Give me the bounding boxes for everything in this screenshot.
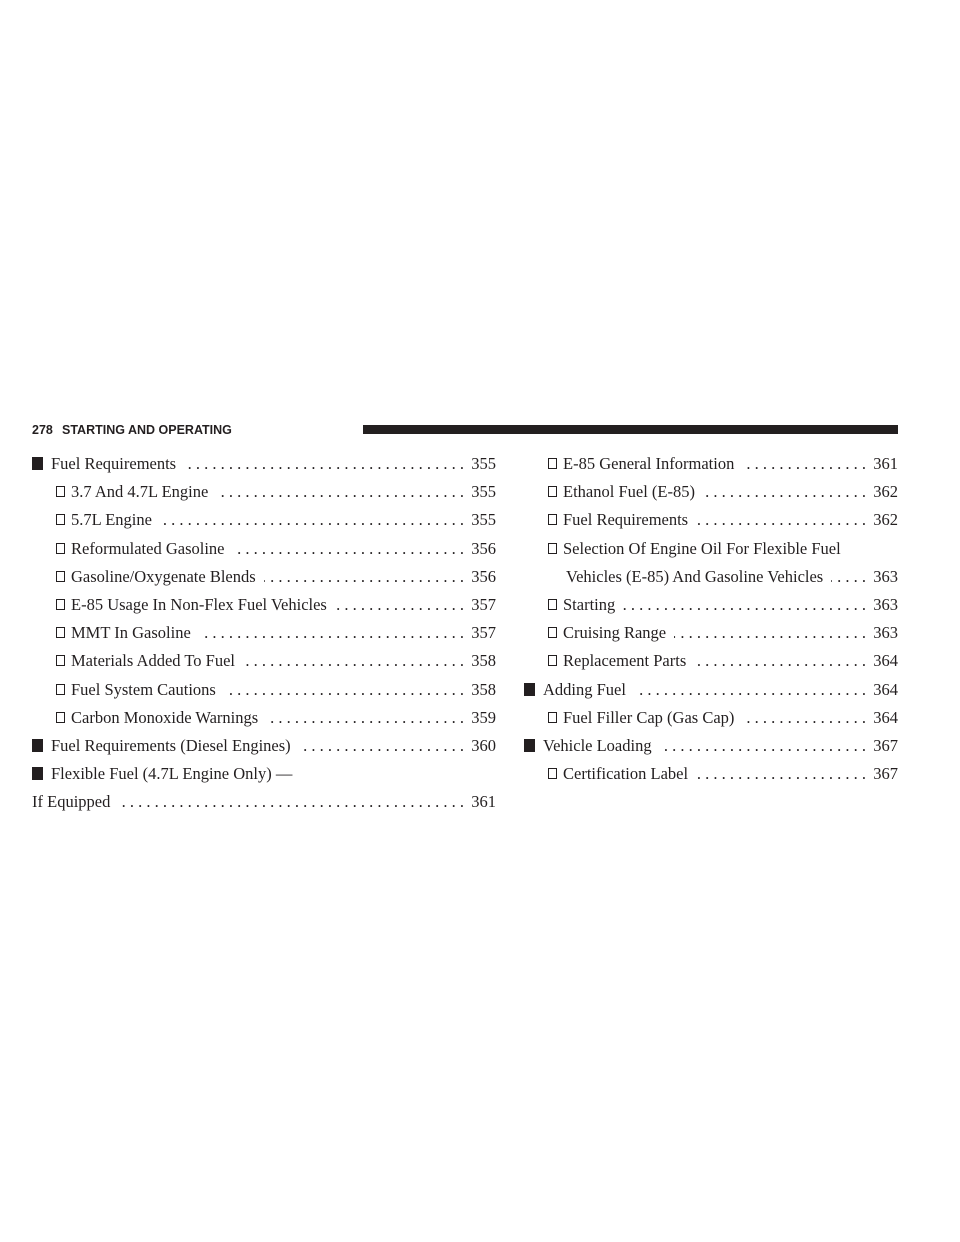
filled-square-bullet-icon (524, 683, 535, 696)
dot-leader (233, 535, 465, 563)
filled-square-bullet-icon (32, 767, 43, 780)
hollow-square-bullet-icon (548, 514, 557, 525)
dot-leader (118, 788, 464, 816)
dot-leader (224, 676, 464, 704)
toc-page-number: 356 (471, 538, 496, 558)
dot-leader (674, 619, 866, 647)
toc-subsection-entry[interactable] (32, 676, 496, 704)
toc-entry-label: Fuel Requirements (Diesel Engines) (51, 735, 291, 755)
dot-leader (335, 591, 464, 619)
toc-entry-label: E-85 General Information (563, 454, 735, 473)
toc-page-number: 364 (873, 679, 898, 699)
toc-subsection-entry[interactable] (32, 704, 496, 732)
toc-page-number: 362 (873, 482, 898, 502)
toc-page-number: 357 (471, 594, 496, 614)
dot-leader (634, 676, 866, 704)
toc-entry-label: Replacement Parts (563, 651, 687, 671)
toc-section-entry[interactable] (32, 732, 496, 760)
toc-subsection-entry[interactable] (32, 535, 496, 563)
hollow-square-bullet-icon (56, 599, 65, 610)
toc-right-column (524, 450, 898, 788)
toc-entry-label: Fuel Filler Cap (Gas Cap) (563, 707, 735, 727)
toc-page-number: 355 (471, 454, 496, 473)
toc-entry-label: Vehicles (E-85) And Gasoline Vehicles (566, 566, 824, 586)
dot-leader (243, 647, 464, 675)
toc-entry-label: MMT In Gasoline (71, 623, 191, 643)
toc-page-number: 357 (471, 623, 496, 643)
toc-section-entry[interactable] (32, 450, 496, 478)
dot-leader (696, 506, 866, 534)
toc-section-entry[interactable] (524, 732, 898, 760)
toc-subsection-entry[interactable] (32, 563, 496, 591)
toc-page-number: 358 (471, 679, 496, 699)
toc-entry-label: If Equipped (32, 792, 111, 812)
filled-square-bullet-icon (524, 739, 535, 752)
toc-entry-label: Flexible Fuel (4.7L Engine Only) — (51, 764, 293, 784)
toc-entry-label: Cruising Range (563, 623, 667, 643)
toc-subsection-entry[interactable] (32, 619, 496, 647)
toc-page-number: 363 (873, 566, 898, 586)
toc-page-number: 355 (471, 510, 496, 530)
hollow-square-bullet-icon (56, 571, 65, 582)
hollow-square-bullet-icon (56, 514, 65, 525)
toc-subsection-entry[interactable] (524, 619, 898, 647)
toc-subsection-entry[interactable] (524, 704, 898, 732)
toc-left-column (32, 450, 496, 816)
toc-page-number: 367 (873, 764, 898, 784)
hollow-square-bullet-icon (56, 712, 65, 723)
toc-entry-label: Certification Label (563, 764, 689, 784)
toc-entry-label: Selection Of Engine Oil For Flexible Fuel (563, 538, 841, 558)
toc-subsection-entry[interactable] (524, 506, 898, 534)
toc-subsection-entry[interactable] (524, 760, 898, 788)
dot-leader (742, 450, 866, 478)
toc-entry-label: Starting (563, 594, 616, 614)
toc-subsection-entry[interactable] (32, 506, 496, 534)
toc-page-number: 361 (873, 454, 898, 473)
hollow-square-bullet-icon (56, 627, 65, 638)
toc-entry-label: E-85 Usage In Non-Flex Fuel Vehicles (71, 594, 327, 614)
toc-entry-label: Reformulated Gasoline (71, 538, 225, 558)
toc-entry-label: Fuel System Cautions (71, 679, 216, 699)
filled-square-bullet-icon (32, 739, 43, 752)
page-number: 278 (32, 423, 53, 437)
dot-leader (694, 647, 866, 675)
dot-leader (623, 591, 866, 619)
hollow-square-bullet-icon (548, 543, 557, 554)
dot-leader (199, 619, 464, 647)
toc-page-number: 363 (873, 594, 898, 614)
hollow-square-bullet-icon (548, 486, 557, 497)
toc-entry-label: Materials Added To Fuel (71, 651, 235, 671)
toc-entry-label: 5.7L Engine (71, 510, 152, 530)
toc-entry-label: 3.7 And 4.7L Engine (71, 482, 209, 502)
toc-subsection-entry[interactable] (524, 591, 898, 619)
toc-entry-label: Fuel Requirements (563, 510, 689, 530)
toc-subsection-entry[interactable] (32, 478, 496, 506)
hollow-square-bullet-icon (548, 627, 557, 638)
toc-entry-label: Fuel Requirements (51, 454, 177, 473)
toc-page-number: 355 (471, 482, 496, 502)
toc-page-number: 367 (873, 735, 898, 755)
toc-entry-label: Carbon Monoxide Warnings (71, 707, 259, 727)
toc-section-entry[interactable] (32, 760, 496, 816)
toc-subsection-entry[interactable] (524, 535, 898, 591)
dot-leader (266, 704, 464, 732)
toc-subsection-entry[interactable] (524, 450, 898, 478)
dot-leader (184, 450, 464, 478)
dot-leader (264, 563, 464, 591)
toc-page-number: 360 (471, 735, 496, 755)
dot-leader (703, 478, 866, 506)
dot-leader (831, 563, 866, 591)
toc-page-number: 358 (471, 651, 496, 671)
hollow-square-bullet-icon (548, 712, 557, 723)
toc-page-number: 364 (873, 651, 898, 671)
toc-entry-label: Ethanol Fuel (E-85) (563, 482, 695, 502)
hollow-square-bullet-icon (548, 599, 557, 610)
toc-page-number: 359 (471, 707, 496, 727)
dot-leader (299, 732, 464, 760)
toc-section-entry[interactable] (524, 676, 898, 704)
header-rule (363, 425, 898, 434)
toc-page-number: 356 (471, 566, 496, 586)
hollow-square-bullet-icon (548, 768, 557, 779)
section-title: STARTING AND OPERATING (62, 423, 232, 437)
dot-leader (696, 760, 866, 788)
dot-leader (160, 506, 464, 534)
dot-leader (660, 732, 866, 760)
page-header (32, 422, 898, 440)
hollow-square-bullet-icon (548, 458, 557, 469)
toc-entry-label: Gasoline/Oxygenate Blends (71, 566, 256, 586)
toc-subsection-entry[interactable] (32, 647, 496, 675)
dot-leader (742, 704, 866, 732)
hollow-square-bullet-icon (548, 655, 557, 666)
toc-page-number: 364 (873, 707, 898, 727)
toc-subsection-entry[interactable] (32, 591, 496, 619)
filled-square-bullet-icon (32, 457, 43, 470)
toc-subsection-entry[interactable] (524, 647, 898, 675)
dot-leader (216, 478, 464, 506)
hollow-square-bullet-icon (56, 684, 65, 695)
hollow-square-bullet-icon (56, 655, 65, 666)
toc-page-number: 361 (471, 792, 496, 812)
toc-entry-label: Adding Fuel (543, 679, 626, 699)
toc-entry-label: Vehicle Loading (543, 735, 652, 755)
hollow-square-bullet-icon (56, 486, 65, 497)
toc-page-number: 362 (873, 510, 898, 530)
toc-subsection-entry[interactable] (524, 478, 898, 506)
hollow-square-bullet-icon (56, 543, 65, 554)
toc-page-number: 363 (873, 623, 898, 643)
